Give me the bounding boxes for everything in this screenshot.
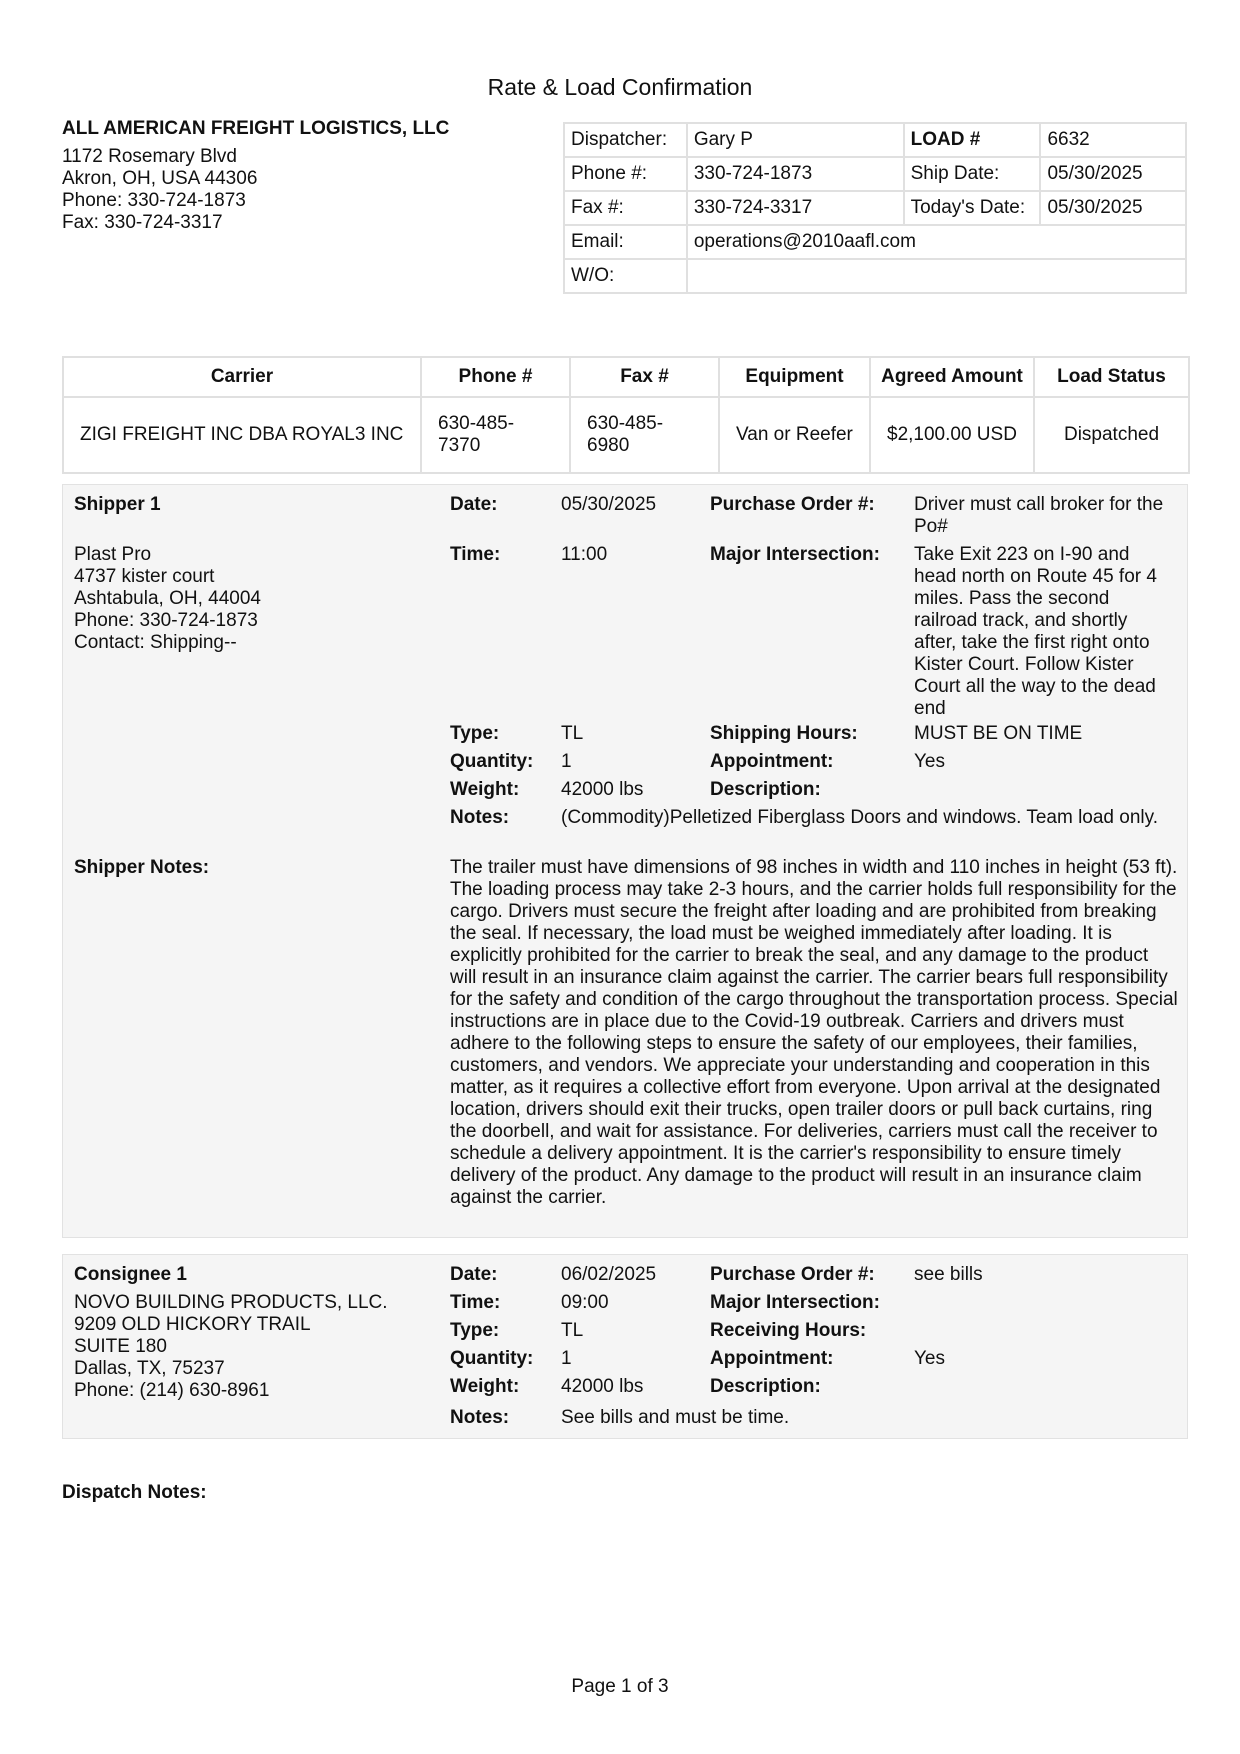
shipper-intersection-value: Take Exit 223 on I-90 and head north on Route 45 for 4 miles. Pass the second railroad track, and shortly after, take the first right onto Kister Court. Follow Kister Court all the way to the dead end <box>914 544 1157 719</box>
ship-date-label: Ship Date: <box>904 157 1041 191</box>
shipper-time-value: 11:00 <box>561 544 608 565</box>
document-title: Rate & Load Confirmation <box>487 74 753 100</box>
consignee-address-line1: 9209 OLD HICKORY TRAIL <box>74 1314 311 1335</box>
carrier-table <box>62 356 1190 474</box>
consignee-appointment-value: Yes <box>914 1348 945 1369</box>
shipper-notes-short-value: (Commodity)Pelletized Fiberglass Doors and windows. Team load only. <box>561 807 1158 828</box>
consignee-po-value: see bills <box>914 1264 983 1285</box>
shipper-notes-text: The trailer must have dimensions of 98 inches in width and 110 inches in height (53 ft). The loading process may take 2-3 hours, and the carrier holds full responsibility for the cargo. Drivers must secure the freight after loading and are prohibited from breaking the seal. If necessary, the load must be weighed immediately after loading. It is explicitly prohibited for the carrier to break the seal, and any damage to the product will result in an insurance claim against the carrier. The carrier bears full responsibility for the safety and condition of the cargo throughout the transportation process. Special instructions are in place due to the Covid-19 outbreak. Carriers and drivers must adhere to the following steps to ensure the safety of our employees, their families, customers, and vendors. We appreciate your understanding and cooperation in this matter, as it requires a collective effort from everyone. Upon arrival at the designated location, drivers should exit their trucks, open trailer doors or pull back curtains, ring the doorbell, and wait for assistance. For deliveries, carriers must call the receiver to schedule a delivery appointment. It is the carrier's responsibility to ensure timely delivery of the product. Any damage to the product will result in an insurance claim against the carrier. <box>450 857 1178 1208</box>
load-number-label: LOAD # <box>904 123 1041 157</box>
shipper-type-value: TL <box>561 723 584 744</box>
consignee-address-block <box>74 1292 434 1402</box>
consignee-type-value: TL <box>561 1320 584 1341</box>
shipper-address-block <box>74 544 434 654</box>
consignee-notes-value: See bills and must be time. <box>561 1407 790 1428</box>
shipper-address-line1: 4737 kister court <box>74 566 215 587</box>
company-name: ALL AMERICAN FREIGHT LOGISTICS, LLC <box>62 118 450 139</box>
shipping-hours-label: Shipping Hours: <box>710 723 858 744</box>
shipper-description-label: Description: <box>710 779 821 800</box>
carrier-fax: 630-485-6980 <box>570 397 719 473</box>
receiving-hours-label: Receiving Hours: <box>710 1320 867 1341</box>
load-status-header: Load Status <box>1034 357 1189 397</box>
dispatch-notes-label: Dispatch Notes: <box>62 1482 207 1503</box>
consignee-description-label: Description: <box>710 1376 821 1397</box>
shipper-appointment-value: Yes <box>914 751 945 772</box>
shipper-address-line2: Ashtabula, OH, 44004 <box>74 588 261 609</box>
ship-date-value: 05/30/2025 <box>1040 157 1186 191</box>
company-address-line1: 1172 Rosemary Blvd <box>62 146 237 167</box>
shipper-quantity-value: 1 <box>561 751 572 772</box>
consignee-heading: Consignee 1 <box>74 1264 187 1285</box>
fax-label: Fax #: <box>564 191 687 225</box>
shipper-po-value: Driver must call broker for the Po# <box>914 494 1164 537</box>
dispatch-info-table <box>563 122 1187 294</box>
consignee-notes-label: Notes: <box>450 1407 510 1428</box>
shipper-po-label: Purchase Order #: <box>710 494 875 515</box>
broker-company-block <box>62 118 452 234</box>
wo-label: W/O: <box>564 259 687 293</box>
shipper-date-value: 05/30/2025 <box>561 494 657 515</box>
shipper-phone: Phone: 330-724-1873 <box>74 610 258 631</box>
agreed-amount: $2,100.00 USD <box>870 397 1034 473</box>
page-number: Page 1 of 3 <box>571 1676 669 1697</box>
table-row <box>63 397 1189 473</box>
company-fax: Fax: 330-724-3317 <box>62 212 223 233</box>
carrier-fax-header: Fax # <box>570 357 719 397</box>
consignee-po-label: Purchase Order #: <box>710 1264 875 1285</box>
phone-value: 330-724-1873 <box>687 157 904 191</box>
consignee-time-value: 09:00 <box>561 1292 609 1313</box>
consignee-address-line3: Dallas, TX, 75237 <box>74 1358 225 1379</box>
agreed-amount-header: Agreed Amount <box>870 357 1034 397</box>
shipper-weight-value: 42000 lbs <box>561 779 644 800</box>
equipment: Van or Reefer <box>719 397 870 473</box>
consignee-intersection-label: Major Intersection: <box>710 1292 880 1313</box>
consignee-date-value: 06/02/2025 <box>561 1264 657 1285</box>
shipper-notes-short-label: Notes: <box>450 807 510 828</box>
load-number-value: 6632 <box>1040 123 1186 157</box>
dispatcher-label: Dispatcher: <box>564 123 687 157</box>
shipper-intersection-label: Major Intersection: <box>710 544 880 565</box>
shipper-section <box>62 484 1188 1238</box>
shipper-contact: Contact: Shipping-- <box>74 632 237 653</box>
carrier-phone: 630-485-7370 <box>421 397 570 473</box>
shipper-name: Plast Pro <box>74 544 152 565</box>
todays-date-value: 05/30/2025 <box>1040 191 1186 225</box>
dispatcher-value: Gary P <box>687 123 904 157</box>
equipment-header: Equipment <box>719 357 870 397</box>
shipper-appointment-label: Appointment: <box>710 751 834 772</box>
shipping-hours-value: MUST BE ON TIME <box>914 723 1083 744</box>
todays-date-label: Today's Date: <box>904 191 1041 225</box>
email-value[interactable]: operations@2010aafl.com <box>687 225 1186 259</box>
consignee-type-label: Type: <box>450 1320 500 1341</box>
shipper-type-label: Type: <box>450 723 500 744</box>
consignee-address-line2: SUITE 180 <box>74 1336 167 1357</box>
load-status: Dispatched <box>1034 397 1189 473</box>
consignee-weight-value: 42000 lbs <box>561 1376 644 1397</box>
shipper-date-label: Date: <box>450 494 498 515</box>
shipper-notes-label: Shipper Notes: <box>74 857 210 878</box>
carrier-phone-header: Phone # <box>421 357 570 397</box>
shipper-time-label: Time: <box>450 544 501 565</box>
carrier-header: Carrier <box>63 357 421 397</box>
consignee-name: NOVO BUILDING PRODUCTS, LLC. <box>74 1292 388 1313</box>
consignee-date-label: Date: <box>450 1264 498 1285</box>
company-address-line2: Akron, OH, USA 44306 <box>62 168 258 189</box>
fax-value: 330-724-3317 <box>687 191 904 225</box>
consignee-section <box>62 1254 1188 1439</box>
consignee-time-label: Time: <box>450 1292 501 1313</box>
carrier-name: ZIGI FREIGHT INC DBA ROYAL3 INC <box>63 397 421 473</box>
shipper-quantity-label: Quantity: <box>450 751 534 772</box>
consignee-quantity-value: 1 <box>561 1348 572 1369</box>
company-phone: Phone: 330-724-1873 <box>62 190 246 211</box>
consignee-quantity-label: Quantity: <box>450 1348 534 1369</box>
shipper-weight-label: Weight: <box>450 779 520 800</box>
email-label: Email: <box>564 225 687 259</box>
shipper-heading: Shipper 1 <box>74 494 161 515</box>
consignee-weight-label: Weight: <box>450 1376 520 1397</box>
phone-label: Phone #: <box>564 157 687 191</box>
wo-value <box>687 259 1186 293</box>
consignee-phone: Phone: (214) 630-8961 <box>74 1380 270 1401</box>
consignee-appointment-label: Appointment: <box>710 1348 834 1369</box>
